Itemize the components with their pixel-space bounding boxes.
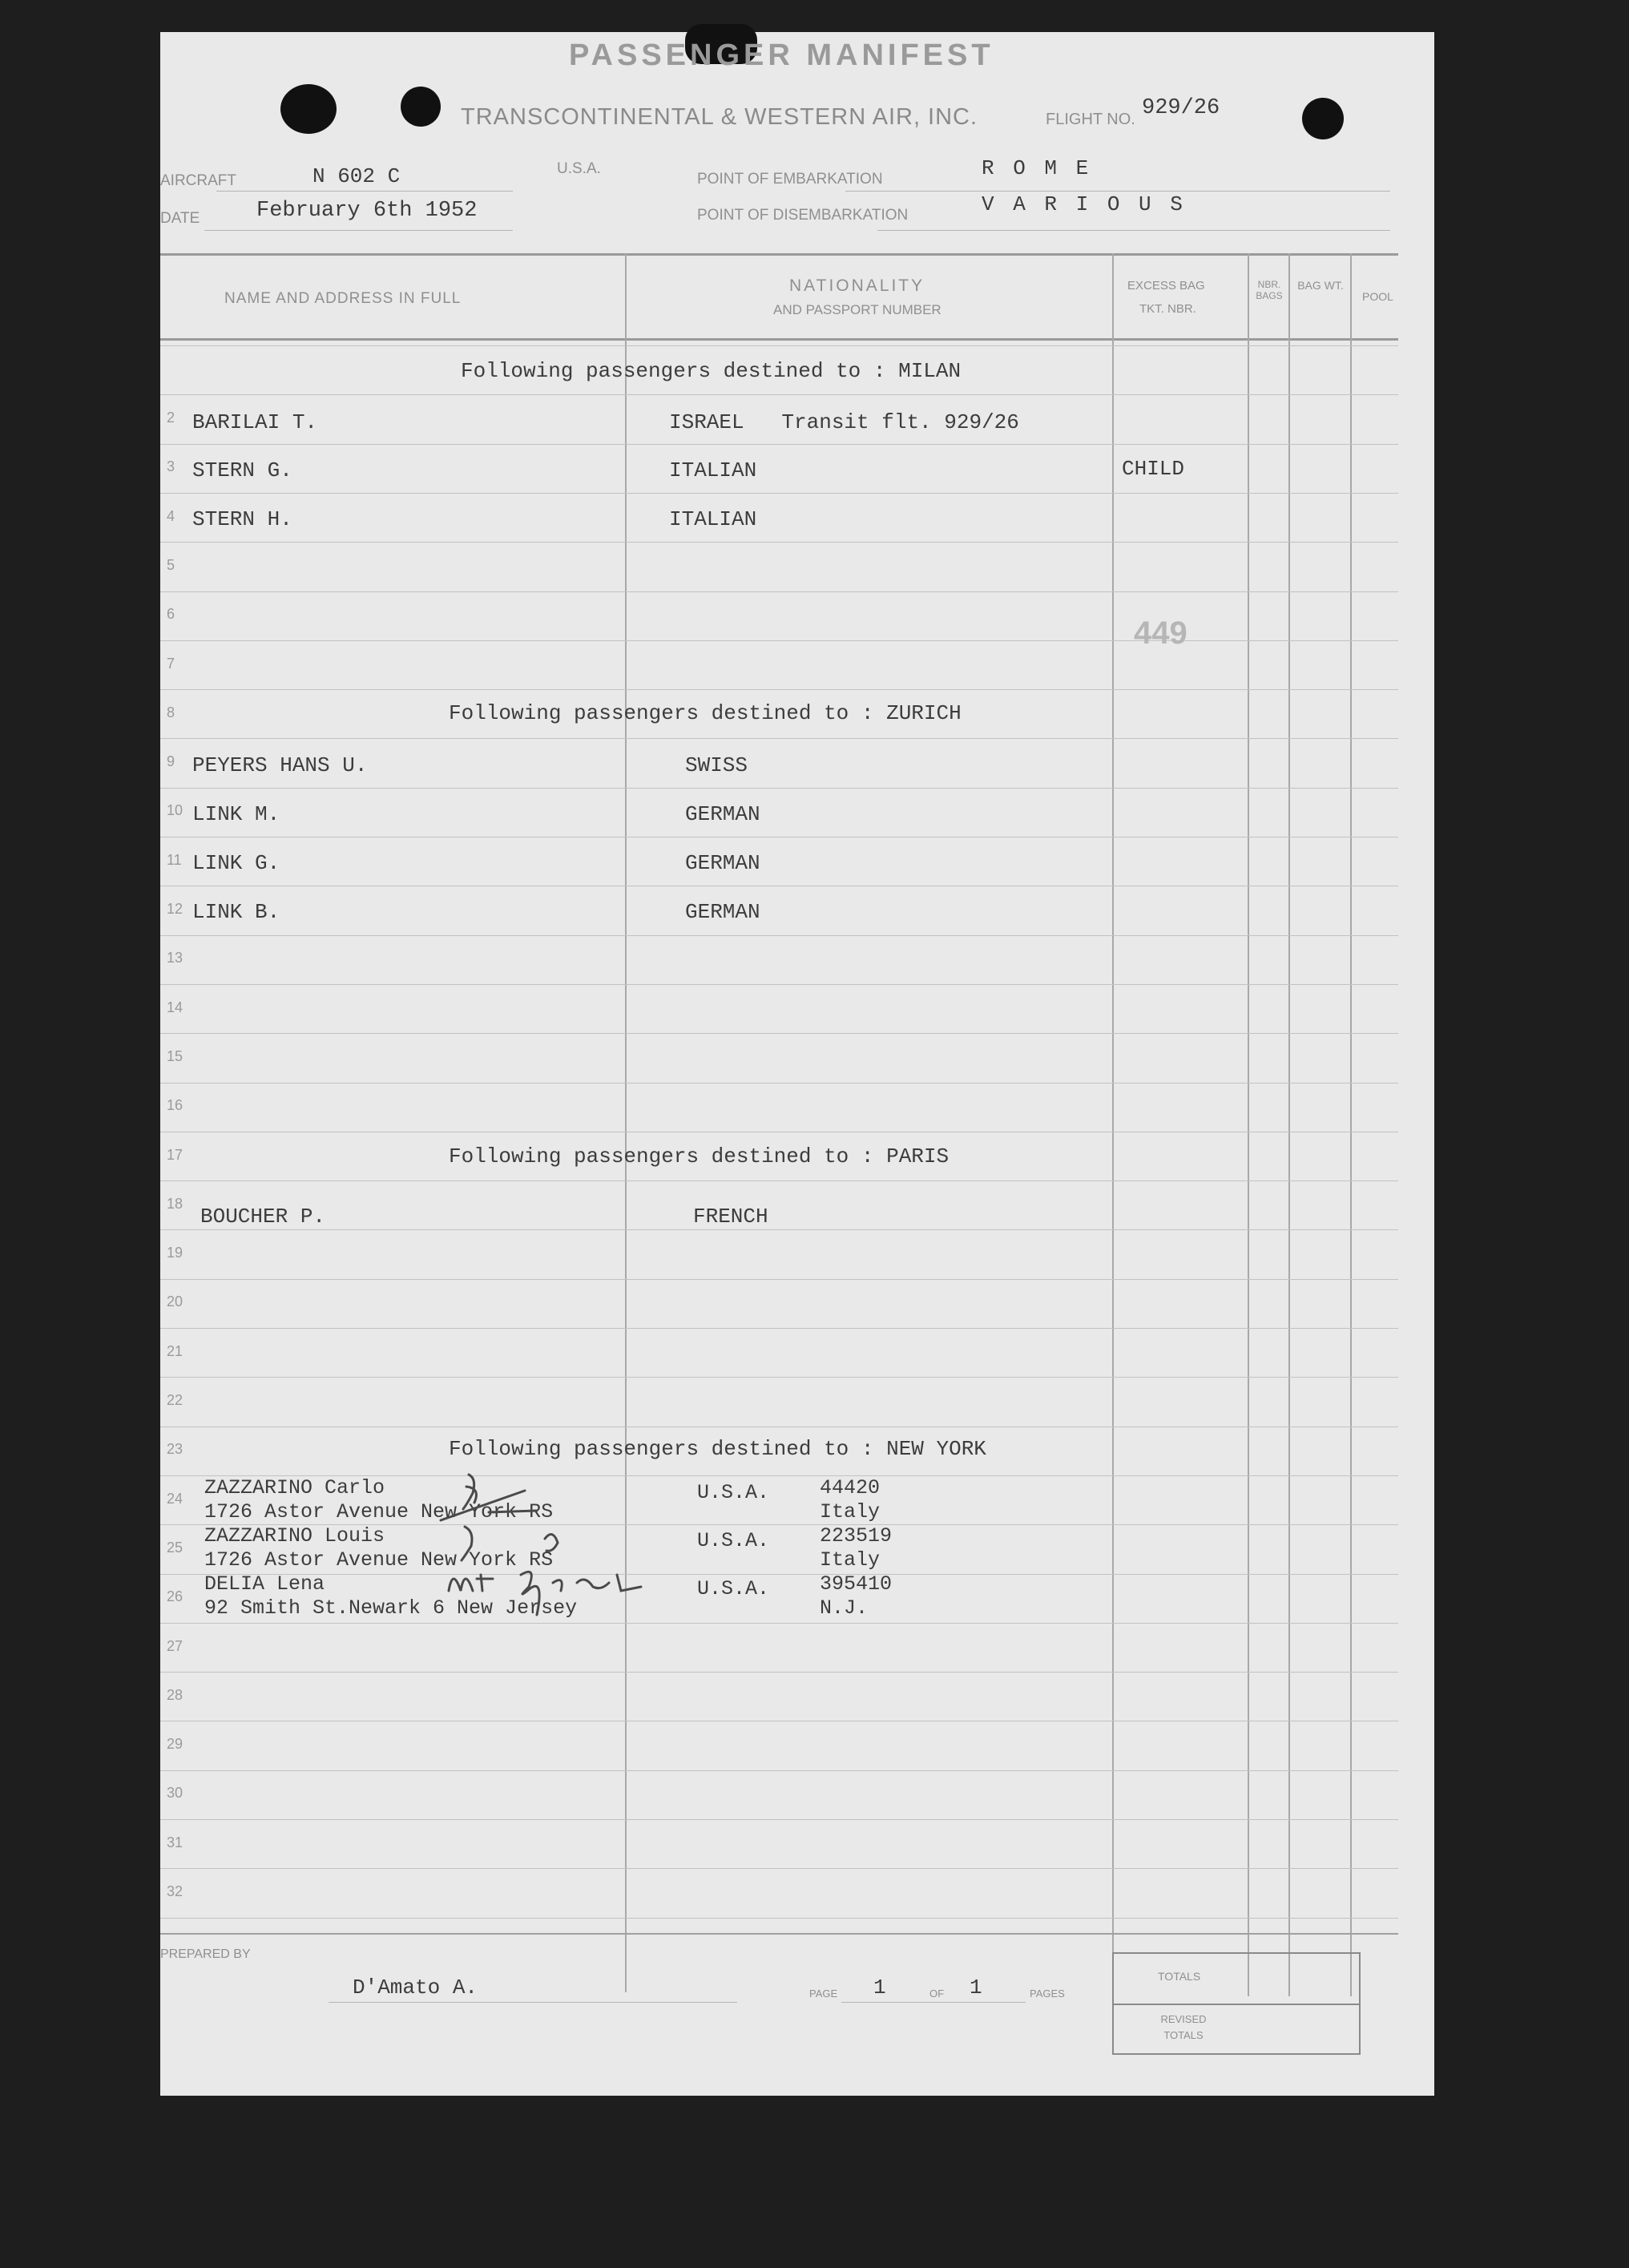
- row-rule: [160, 1083, 1398, 1084]
- passenger-name: ZAZZARINO Carlo: [204, 1476, 385, 1499]
- page-label: PAGE: [809, 1988, 838, 2000]
- row-rule: [160, 640, 1398, 641]
- header-underline-embark: [845, 191, 1390, 192]
- passenger-issued: N.J.: [820, 1596, 869, 1620]
- embarkation-label: POINT OF EMBARKATION: [697, 171, 883, 188]
- country-label: U.S.A.: [557, 160, 601, 177]
- punch-hole-right: [1302, 98, 1344, 139]
- row-number: 10: [167, 802, 183, 818]
- header-underline-aircraft: [216, 191, 513, 192]
- row-number: 22: [167, 1392, 183, 1408]
- row-rule: [160, 493, 1398, 494]
- row-number: 23: [167, 1441, 183, 1457]
- passenger-nationality: ITALIAN: [669, 507, 757, 531]
- col-header-nationality: NATIONALITY: [789, 276, 925, 295]
- row-number: 26: [167, 1588, 183, 1604]
- row-rule: [160, 1918, 1398, 1919]
- passenger-nationality: GERMAN: [685, 851, 760, 875]
- prepared-by-value: D'Amato A.: [353, 1975, 478, 2000]
- passenger-nationality: GERMAN: [685, 802, 760, 826]
- embarkation-value: R O M E: [982, 156, 1092, 180]
- flight-no-label: FLIGHT NO.: [1046, 111, 1135, 128]
- passenger-passport: 44420: [820, 1476, 881, 1499]
- totals-bottom-border: [1112, 2053, 1361, 2055]
- passenger-passport: 395410: [820, 1572, 893, 1596]
- row-number: 6: [167, 606, 175, 622]
- row-rule: [160, 1819, 1398, 1820]
- manifest-title: PASSENGER MANIFEST: [569, 38, 994, 72]
- passenger-nationality: U.S.A.: [697, 1529, 770, 1552]
- passenger-name: BARILAI T.: [192, 410, 318, 434]
- row-rule: [160, 1868, 1398, 1869]
- row-rule: [160, 1229, 1398, 1230]
- passenger-nationality: ITALIAN: [669, 458, 757, 482]
- col-divider-nationality: [1112, 253, 1114, 1952]
- prepared-by-label: PREPARED BY: [160, 1947, 251, 1961]
- section-newyork: Following passengers destined to : NEW YORK: [449, 1437, 986, 1461]
- passenger-name: PEYERS HANS U.: [192, 753, 368, 777]
- passenger-name: STERN G.: [192, 458, 292, 482]
- row-rule: [160, 1377, 1398, 1378]
- row-number: 15: [167, 1048, 183, 1064]
- date-label: DATE: [160, 210, 200, 227]
- row-number: 20: [167, 1293, 183, 1310]
- row-rule: [160, 1770, 1398, 1771]
- row-number: 18: [167, 1196, 183, 1212]
- passenger-name: DELIA Lena: [204, 1572, 325, 1596]
- row-rule: [160, 394, 1398, 395]
- row-rule: [160, 345, 1398, 346]
- totals-mid-border: [1112, 2004, 1361, 2005]
- disembarkation-value: V A R I O U S: [982, 192, 1186, 216]
- manifest-sheet: [160, 32, 1434, 2096]
- col-header-passport: AND PASSPORT NUMBER: [773, 302, 942, 317]
- row-number: 5: [167, 557, 175, 573]
- row-rule: [160, 1180, 1398, 1181]
- passenger-name: LINK M.: [192, 802, 280, 826]
- passenger-nationality: FRENCH: [693, 1205, 768, 1229]
- passenger-nationality: U.S.A.: [697, 1577, 770, 1600]
- passenger-issued: Italy: [820, 1500, 881, 1523]
- table-top-border: [160, 253, 1398, 256]
- passenger-nationality: GERMAN: [685, 900, 760, 924]
- row-rule: [160, 788, 1398, 789]
- row-rule: [160, 542, 1398, 543]
- of-label: OF: [929, 1988, 945, 2000]
- row-number: 30: [167, 1785, 183, 1801]
- row-number: 8: [167, 704, 175, 720]
- row-number: 12: [167, 901, 183, 917]
- aircraft-label: AIRCRAFT: [160, 172, 236, 189]
- col-divider-bags: [1288, 253, 1290, 1996]
- col-header-bag-wt: BAG WT.: [1297, 279, 1344, 292]
- passenger-issued: Italy: [820, 1548, 881, 1572]
- row-number: 32: [167, 1883, 183, 1899]
- row-rule: [160, 1328, 1398, 1329]
- row-rule: [160, 1033, 1398, 1034]
- passenger-nationality: ISRAEL Transit flt. 929/26: [669, 410, 1019, 434]
- revised-totals-label: REVISED TOTALS: [1160, 2013, 1207, 2041]
- header-underline-disembark: [877, 230, 1390, 231]
- totals-top-border: [1112, 1952, 1361, 1954]
- page-underline: [841, 2002, 1026, 2003]
- aircraft-value: N 602 C: [312, 164, 401, 188]
- col-header-name: NAME AND ADDRESS IN FULL: [224, 290, 462, 307]
- page-value: 1: [873, 1975, 886, 2000]
- row-number: 14: [167, 999, 183, 1015]
- row-rule: [160, 1279, 1398, 1280]
- row-rule: [160, 935, 1398, 936]
- passenger-name: LINK B.: [192, 900, 280, 924]
- row-number: 3: [167, 458, 175, 474]
- passenger-name: STERN H.: [192, 507, 292, 531]
- pages-value: 1: [970, 1975, 982, 2000]
- row-number: 24: [167, 1491, 183, 1507]
- passenger-name: LINK G.: [192, 851, 280, 875]
- passenger-name: ZAZZARINO Louis: [204, 1524, 385, 1548]
- row-number: 9: [167, 753, 175, 769]
- row-rule: [160, 738, 1398, 739]
- punch-hole-left-small: [401, 87, 441, 127]
- header-underline-date: [204, 230, 513, 231]
- col-header-excess-bag: EXCESS BAG: [1127, 279, 1205, 293]
- received-stamp-number: 449: [1134, 615, 1187, 651]
- passenger-nationality: SWISS: [685, 753, 748, 777]
- col-header-nbr-bags: NBR. BAGS: [1256, 279, 1283, 301]
- row-number: 2: [167, 410, 175, 426]
- row-number: 11: [167, 852, 182, 868]
- col-header-pool: POOL: [1362, 290, 1393, 303]
- punch-hole-left: [280, 84, 337, 134]
- section-milan: Following passengers destined to : MILAN: [461, 359, 962, 383]
- table-header-border: [160, 338, 1398, 341]
- row-number: 16: [167, 1097, 183, 1113]
- passenger-address: 1726 Astor Avenue New York RS: [204, 1548, 554, 1572]
- row-number: 31: [167, 1834, 183, 1850]
- pages-label: PAGES: [1030, 1988, 1065, 2000]
- row-rule: [160, 591, 1398, 592]
- passenger-note: CHILD: [1122, 457, 1185, 481]
- row-rule: [160, 444, 1398, 445]
- totals-label: TOTALS: [1158, 1970, 1201, 1983]
- col-header-tkt-nbr: TKT. NBR.: [1139, 302, 1196, 316]
- prepared-underline: [329, 2002, 737, 2003]
- airline-name: TRANSCONTINENTAL & WESTERN AIR, INC.: [461, 104, 978, 130]
- row-number: 27: [167, 1638, 183, 1654]
- row-number: 19: [167, 1245, 183, 1261]
- flight-no-value: 929/26: [1142, 96, 1220, 120]
- passenger-address: 92 Smith St.Newark 6 New Jersey: [204, 1596, 578, 1620]
- footer-top-border: [160, 1933, 1398, 1935]
- row-rule: [160, 689, 1398, 690]
- row-number: 29: [167, 1736, 183, 1752]
- row-number: 28: [167, 1687, 183, 1703]
- row-number: 7: [167, 656, 175, 672]
- handwritten-marks: [433, 1471, 801, 1759]
- passenger-nationality: U.S.A.: [697, 1481, 770, 1504]
- disembarkation-label: POINT OF DISEMBARKATION: [697, 207, 909, 224]
- col-divider-wt: [1350, 253, 1352, 1996]
- passenger-address: 1726 Astor Avenue New York RS: [204, 1500, 554, 1523]
- section-paris: Following passengers destined to : PARIS: [449, 1144, 950, 1168]
- row-number: 13: [167, 950, 183, 966]
- row-number: 25: [167, 1540, 183, 1556]
- row-rule: [160, 984, 1398, 985]
- section-zurich: Following passengers destined to : ZURICH: [449, 701, 962, 725]
- row-number: 4: [167, 508, 175, 524]
- col-divider-tkt: [1248, 253, 1249, 1996]
- date-value: February 6th 1952: [256, 199, 478, 223]
- passenger-name: BOUCHER P.: [200, 1205, 326, 1229]
- passenger-passport: 223519: [820, 1524, 893, 1548]
- row-number: 17: [167, 1147, 183, 1163]
- row-number: 21: [167, 1343, 183, 1359]
